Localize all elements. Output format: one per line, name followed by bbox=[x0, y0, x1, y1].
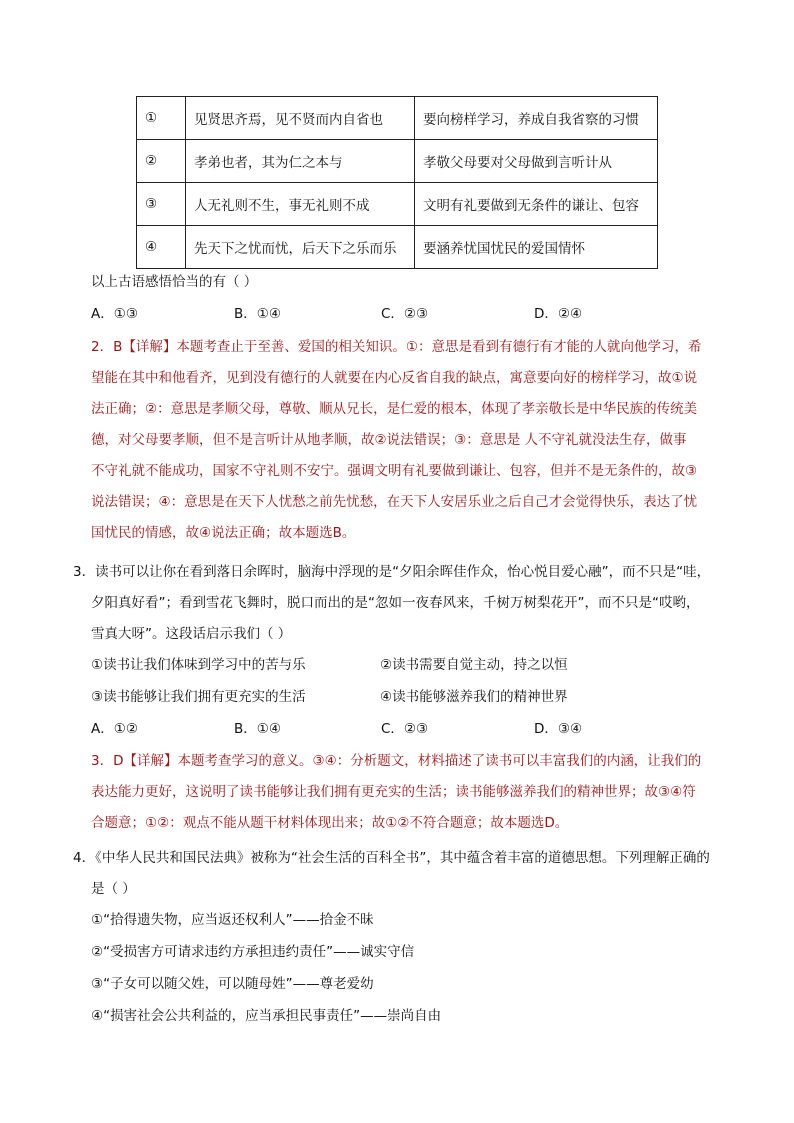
quotes-table bbox=[136, 96, 658, 269]
meaning-cell: 孝敬父母要对父母做到言听计从 bbox=[415, 140, 658, 183]
quote-cell: 先天下之忧而忧，后天下之乐而乐 bbox=[186, 226, 415, 269]
meaning-cell: 要向榜样学习，养成自我省察的习惯 bbox=[415, 97, 658, 140]
q3-option-a: A．①② bbox=[91, 721, 138, 737]
q3-choice-4: ④读书能够滋养我们的精神世界 bbox=[380, 689, 568, 705]
q3-answer-line: 表达能力更好，这说明了读书能够让我们拥有更充实的生活；读书能够滋养我们的精神世界；故③④符 bbox=[91, 784, 696, 800]
q3-stem-line: 夕阳真好看”；看到雪花飞舞时，脱口而出的是“忽如一夜春风来，千树万树梨花开”，而不只是“哎哟， bbox=[91, 595, 700, 611]
q4-choice-2: ②“受损害方可请求违约方承担违约责任”——诚实守信 bbox=[91, 944, 415, 960]
q2-option-b: B．①④ bbox=[234, 306, 281, 322]
q2-option-d: D．②④ bbox=[534, 306, 583, 322]
q4-choice-3: ③“子女可以随父姓，可以随母姓”——尊老爱幼 bbox=[91, 976, 374, 992]
q4-stem-line: 是（ ） bbox=[91, 881, 136, 897]
table-row bbox=[137, 226, 658, 269]
q4-stem-line: 4．《中华人民共和国民法典》被称为“社会生活的百科全书”，其中蕴含着丰富的道德思想。下列理解正确的 bbox=[73, 850, 710, 866]
q2-option-a: A．①③ bbox=[91, 306, 138, 322]
q2-stem-tail: 以上古语感悟恰当的有（ ） bbox=[91, 274, 258, 290]
q3-answer-line: 3．D【详解】本题考查学习的意义。③④：分析题文，材料描述了读书可以丰富我们的内涵，让我们的 bbox=[91, 753, 702, 769]
meaning-cell: 要涵养忧国忧民的爱国情怀 bbox=[415, 226, 658, 269]
q3-option-c: C．②③ bbox=[381, 721, 429, 737]
quote-cell: 人无礼则不生，事无礼则不成 bbox=[186, 183, 415, 226]
row-number: ③ bbox=[137, 183, 186, 226]
q3-stem-line: 雪真大呀”。这段话启示我们（ ） bbox=[91, 626, 292, 642]
table-row bbox=[137, 140, 658, 183]
q2-answer-line: 说法错误；④：意思是在天下人忧愁之前先忧愁，在天下人安居乐业之后自己才会觉得快乐，表达了忧 bbox=[91, 494, 698, 510]
q2-answer-line: 国忧民的情感，故④说法正确；故本题选B。 bbox=[91, 525, 356, 541]
meaning-cell: 文明有礼要做到无条件的谦让、包容 bbox=[415, 183, 658, 226]
q4-choice-1: ①“拾得遗失物，应当返还权利人”——拾金不昧 bbox=[91, 912, 374, 928]
q2-answer-line: 德，对父母要孝顺，但不是言听计从地孝顺，故②说法错误；③：意思是 人不守礼就没法生存，做事 bbox=[91, 432, 687, 448]
table-row bbox=[137, 97, 658, 140]
row-number: ① bbox=[137, 97, 186, 140]
q4-choice-4: ④“损害社会公共利益的，应当承担民事责任”——崇尚自由 bbox=[91, 1008, 442, 1024]
q3-choice-3: ③读书能够让我们拥有更充实的生活 bbox=[91, 689, 306, 705]
q2-answer-line: 法正确；②：意思是孝顺父母，尊敬、顺从兄长，是仁爱的根本，体现了孝亲敬长是中华民族的传统美 bbox=[91, 401, 698, 417]
q3-answer-line: 合题意；①②：观点不能从题干材料体现出来；故①②不符合题意；故本题选D。 bbox=[91, 815, 569, 831]
q3-option-d: D．③④ bbox=[534, 721, 583, 737]
q2-answer-line: 望能在其中和他看齐，见到没有德行的人就要在内心反省自我的缺点，寓意要向好的榜样学习，故①说 bbox=[91, 370, 698, 386]
q3-stem-line: 3．读书可以让你在看到落日余晖时，脑海中浮现的是“夕阳余晖佳作众，怡心悦目爱心融”，而不只是“哇， bbox=[73, 564, 711, 580]
row-number: ④ bbox=[137, 226, 186, 269]
quote-cell: 孝弟也者，其为仁之本与 bbox=[186, 140, 415, 183]
q3-option-b: B．①④ bbox=[234, 721, 281, 737]
quote-cell: 见贤思齐焉，见不贤而内自省也 bbox=[186, 97, 415, 140]
q2-answer-line: 2．B【详解】本题考查止于至善、爱国的相关知识。①：意思是看到有德行有才能的人就向他学习，希 bbox=[91, 339, 702, 355]
q2-option-c: C．②③ bbox=[381, 306, 429, 322]
table-row bbox=[137, 183, 658, 226]
q3-choice-2: ②读书需要自觉主动，持之以恒 bbox=[380, 657, 568, 673]
row-number: ② bbox=[137, 140, 186, 183]
q2-answer-line: 不守礼就不能成功，国家不守礼则不安宁。强调文明有礼要做到谦让、包容，但并不是无条件的，故③ bbox=[91, 463, 698, 479]
q3-choice-1: ①读书让我们体味到学习中的苦与乐 bbox=[91, 657, 306, 673]
